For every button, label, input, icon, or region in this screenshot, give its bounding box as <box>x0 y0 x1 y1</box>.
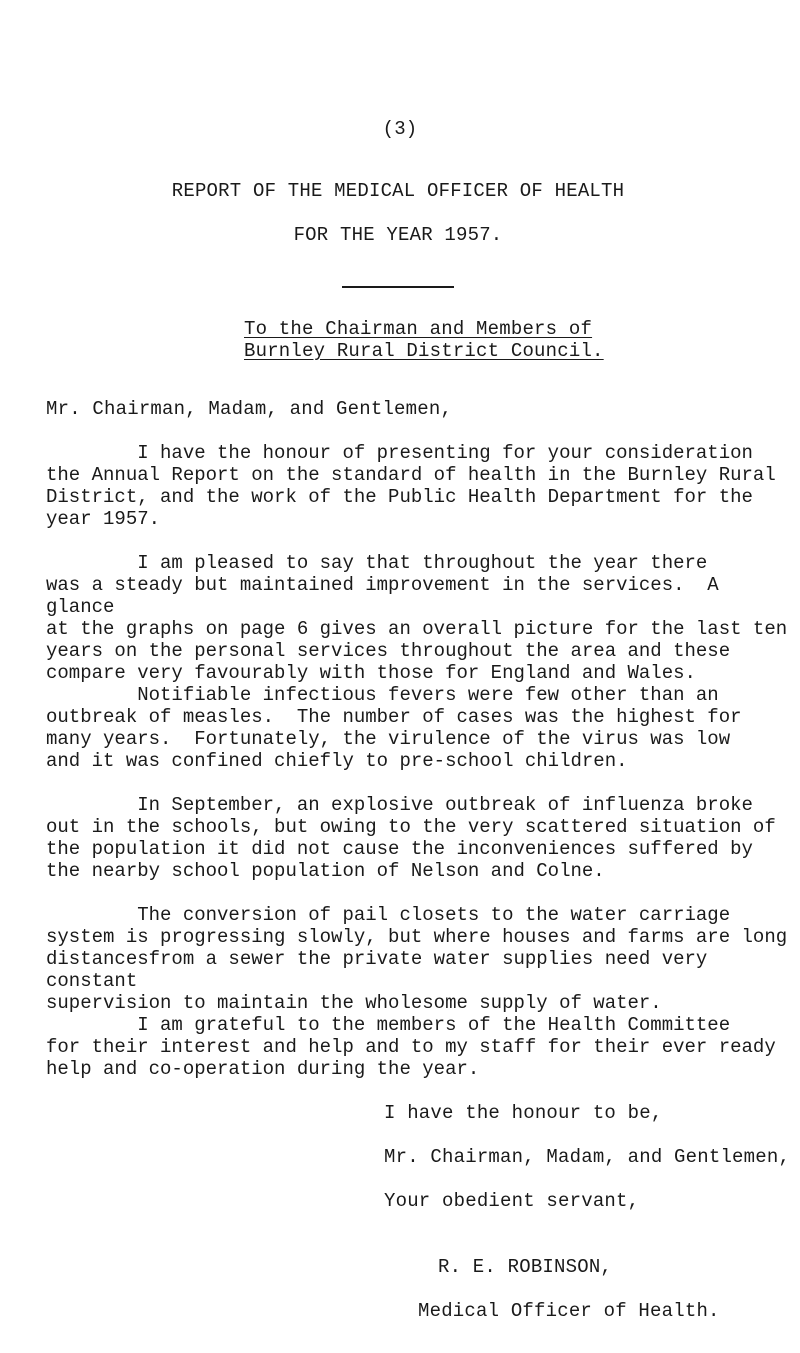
closing-line-2: Mr. Chairman, Madam, and Gentlemen, <box>384 1146 791 1168</box>
closing-line-3: Your obedient servant, <box>384 1190 640 1212</box>
paragraph-1: I have the honour of presenting for your consideration the Annual Report on the standard of health in the Burnley Rural District, and the work of the Public Health Department for the year 1957. <box>46 442 776 530</box>
addressee-line-1 <box>244 318 592 340</box>
closing-line-1: I have the honour to be, <box>384 1102 663 1124</box>
title-divider <box>342 286 454 288</box>
paragraph-4: In September, an explosive outbreak of influenza broke out in the schools, but owing to the very scattered situation of the population it did not cause the inconveniences suffered by the nearby school population of Nelson and Colne. <box>46 794 776 882</box>
page-number: (3) <box>382 118 418 140</box>
addressee-text-1: To the Chairman and Members of <box>244 318 593 340</box>
report-year: FOR THE YEAR 1957. <box>293 224 503 246</box>
signatory-name: R. E. ROBINSON, <box>438 1256 613 1278</box>
addressee-line-2 <box>244 340 604 362</box>
addressee-text-2: Burnley Rural District Council. <box>244 340 604 362</box>
signatory-title: Medical Officer of Health. <box>418 1300 720 1322</box>
paragraph-5: The conversion of pail closets to the water carriage system is progressing slowly, but where houses and farms are long distancesfrom a sewer the private water supplies need very constant supervision to maintain the wholesome supply of water. <box>46 904 788 1014</box>
paragraph-6: I am grateful to the members of the Health Committee for their interest and help and to my staff for their ever ready help and co-operation during the year. <box>46 1014 776 1080</box>
report-title: REPORT OF THE MEDICAL OFFICER OF HEALTH <box>171 180 625 202</box>
paragraph-2: I am pleased to say that throughout the year there was a steady but maintained improvement in the services. A glance at the graphs on page 6 gives an overall picture for the last ten years on the personal services throughout the area and these compare very favourably with those for England and Wales. <box>46 552 788 684</box>
salutation: Mr. Chairman, Madam, and Gentlemen, <box>46 398 453 420</box>
paragraph-3: Notifiable infectious fevers were few other than an outbreak of measles. The number of cases was the highest for many years. Fortunately, the virulence of the virus was low and it was confined chiefly to pre-school children. <box>46 684 742 772</box>
